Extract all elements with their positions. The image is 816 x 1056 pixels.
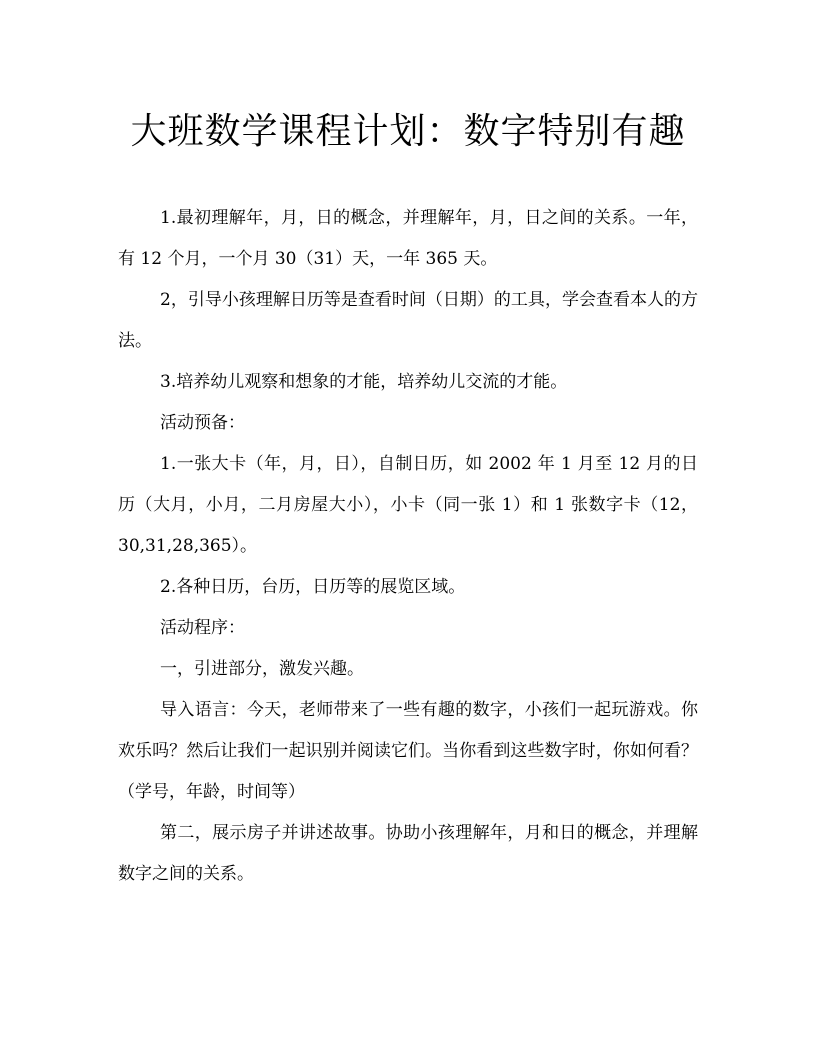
section-heading-procedure: 活动程序： [160, 618, 245, 638]
paragraph-preparation-2: 2.各种日历，台历，日历等的展览区域。 [160, 577, 466, 597]
paragraph-goal-1: 1.最初理解年，月，日的概念，并理解年，月，日之间的关系。一年，有 12 个月，一个月 30（31）天，一年 365 天。 [118, 208, 698, 269]
section-heading-preparation: 活动预备： [160, 413, 245, 433]
paragraph-goal-2: 2，引导小孩理解日历等是查看时间（日期）的工具，学会查看本人的方法。 [118, 290, 698, 351]
paragraph-goal-3: 3.培养幼儿观察和想象的才能，培养幼儿交流的才能。 [160, 372, 568, 392]
document-body [118, 198, 698, 895]
paragraph-intro-language: 导入语言：今天，老师带来了一些有趣的数字，小孩们一起玩游戏。你欢乐吗？然后让我们一起识别并阅读它们。当你看到这些数字时，你如何看？ （学号，年龄，时间等） [118, 700, 698, 802]
paragraph-procedure-part-1: 一，引进部分，激发兴趣。 [160, 659, 364, 679]
paragraph-preparation-1: 1.一张大卡（年，月，日），自制日历，如 2002 年 1 月至 12 月的日历（大月，小月，二月房屋大小），小卡（同一张 1）和 1 张数字卡（12， 30,31,28,365）。 [118, 454, 698, 556]
paragraph-procedure-part-2: 第二，展示房子并讲述故事。协助小孩理解年，月和日的概念，并理解数字之间的关系。 [118, 823, 698, 884]
document-title: 大班数学课程计划：数字特别有趣 [130, 111, 686, 152]
